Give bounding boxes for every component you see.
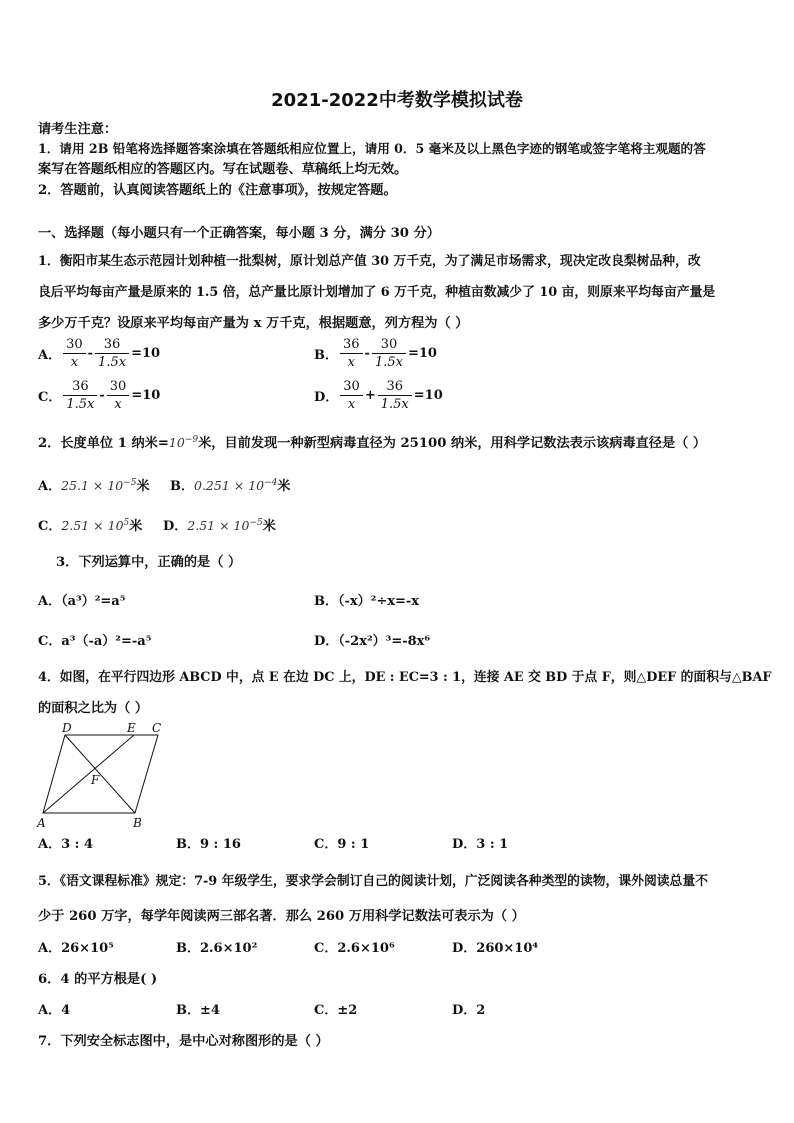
q4-option-a[interactable]: A．3 : 4 xyxy=(38,837,94,852)
fraction: $\frac{36}{1.5x}$ xyxy=(63,378,97,413)
notice-line-1b: 案写在答题纸相应的答题区内。写在试题卷、草稿纸上均无效。 xyxy=(38,162,408,177)
section-heading: 一、选择题（每小题只有一个正确答案，每小题 3 分，满分 30 分） xyxy=(38,226,440,241)
q3-option-d[interactable]: D．（-2x²）³=-8x⁶ xyxy=(314,634,431,649)
unit-expression: $10^{-9}$ xyxy=(168,434,199,450)
label-e: E xyxy=(127,721,136,735)
label-c: C xyxy=(152,721,162,735)
notice-heading: 请考生注意： xyxy=(38,122,118,137)
option-label: B． xyxy=(314,348,338,363)
option-label: D． xyxy=(314,390,339,405)
segment-ae xyxy=(43,735,134,813)
q6-option-d[interactable]: D．2 xyxy=(452,1003,486,1018)
label-f: F xyxy=(91,773,100,787)
q2-option-b[interactable]: B．$0.251 \times 10^{-4}$米 xyxy=(170,477,291,494)
fraction: $\frac{36}{1.5x}$ xyxy=(95,336,129,371)
q4-line-2: 的面积之比为（ ） xyxy=(38,701,149,716)
q4-option-d[interactable]: D．3 : 1 xyxy=(452,837,509,852)
q1-option-b[interactable]: B． $\frac{36}{x}$ - $\frac{30}{1.5x}$ =10 xyxy=(314,337,437,370)
q5-option-c[interactable]: C．2.6×10⁶ xyxy=(314,941,395,956)
label-a: A xyxy=(37,816,46,830)
q7-stem: 7．下列安全标志图中，是中心对称图形的是（ ） xyxy=(38,1034,329,1049)
q6-option-c[interactable]: C．±2 xyxy=(314,1003,358,1018)
q3-stem: 3．下列运算中，正确的是（ ） xyxy=(56,555,242,570)
q4-option-c[interactable]: C．9 : 1 xyxy=(314,837,370,852)
q3-option-a[interactable]: A．（a³）²=a⁵ xyxy=(38,594,126,609)
fraction: $\frac{30}{x}$ xyxy=(340,378,363,413)
q2-option-a[interactable]: A．$25.1 \times 10^{-5}$米 xyxy=(38,477,150,494)
q6-option-a[interactable]: A．4 xyxy=(38,1003,71,1018)
q4-line-1: 4．如图，在平行四边形 ABCD 中，点 E 在边 DC 上，DE : EC=3 : 1，连接 AE 交 BD 于点 F，则△DEF 的面积与△BAF xyxy=(38,670,772,685)
q1-line-3: 多少万千克？设原来平均每亩产量为 x 万千克，根据题意，列方程为（ ） xyxy=(38,316,469,331)
q3-option-c[interactable]: C．a³（-a）²=-a⁵ xyxy=(38,634,152,649)
fraction: $\frac{30}{1.5x}$ xyxy=(372,336,406,371)
q1-line-1: 1．衡阳市某生态示范园计划种植一批梨树，原计划总产值 30 万千克，为了满足市场需求，现决定改良梨树品种，改 xyxy=(38,254,701,269)
q5-option-b[interactable]: B．2.6×10² xyxy=(176,941,258,956)
label-d: D xyxy=(62,721,72,735)
fraction: $\frac{36}{x}$ xyxy=(340,336,363,371)
q5-line-2: 少于 260 万字，每学年阅读两三部名著．那么 260 万用科学记数法可表示为（ ） xyxy=(38,909,525,924)
label-b: B xyxy=(133,816,142,830)
q2-option-c[interactable]: C．$2.51 \times 10^5$米 xyxy=(38,517,143,534)
q3-option-b[interactable]: B．（-x）²÷x=-x xyxy=(314,594,420,609)
q1-option-c[interactable]: C． $\frac{36}{1.5x}$ - $\frac{30}{x}$ =10 xyxy=(38,379,161,412)
q2-stem: 2．长度单位 1 纳米$=10^{-9}$米，目前发现一种新型病毒直径为 25100 纳米，用科学记数法表示该病毒直径是（ ） xyxy=(38,434,707,451)
q5-option-a[interactable]: A．26×10⁵ xyxy=(38,941,114,956)
fraction: $\frac{36}{1.5x}$ xyxy=(378,378,412,413)
fraction: $\frac{30}{x}$ xyxy=(63,336,86,371)
q5-option-d[interactable]: D．260×10⁴ xyxy=(452,941,539,956)
diagonal-bd xyxy=(65,735,135,813)
fraction: $\frac{30}{x}$ xyxy=(107,378,130,413)
option-label: A． xyxy=(38,348,62,363)
notice-line-2: 2．答题前，认真阅读答题纸上的《注意事项》，按规定答题。 xyxy=(38,183,397,198)
parallelogram-figure xyxy=(36,718,171,830)
q2-option-d[interactable]: D．$2.51 \times 10^{-5}$米 xyxy=(163,517,276,534)
exam-title: 2021-2022中考数学模拟试卷 xyxy=(271,90,523,111)
notice-line-1a: 1．请用 2B 铅笔将选择题答案涂填在答题纸相应位置上，请用 0．5 毫米及以上黑色字迹的钢笔或签字笔将主观题的答 xyxy=(38,141,706,156)
q1-option-a[interactable]: A． $\frac{30}{x}$ - $\frac{36}{1.5x}$ =10 xyxy=(38,337,161,370)
q1-option-d[interactable]: D． $\frac{30}{x}$ + $\frac{36}{1.5x}$ =10 xyxy=(314,379,443,412)
q6-stem: 6．4 的平方根是( ) xyxy=(38,972,158,987)
q4-option-b[interactable]: B．9 : 16 xyxy=(176,837,241,852)
q1-line-2: 良后平均每亩产量是原来的 1.5 倍，总产量比原计划增加了 6 万千克，种植亩数减少了 10 亩，则原来平均每亩产量是 xyxy=(38,285,716,300)
q6-option-b[interactable]: B．±4 xyxy=(176,1003,220,1018)
option-label: C． xyxy=(38,390,62,405)
q5-line-1: 5．《语文课程标准》规定：7-9 年级学生，要求学会制订自己的阅读计划，广泛阅读各种类型的读物，课外阅读总量不 xyxy=(38,874,708,889)
